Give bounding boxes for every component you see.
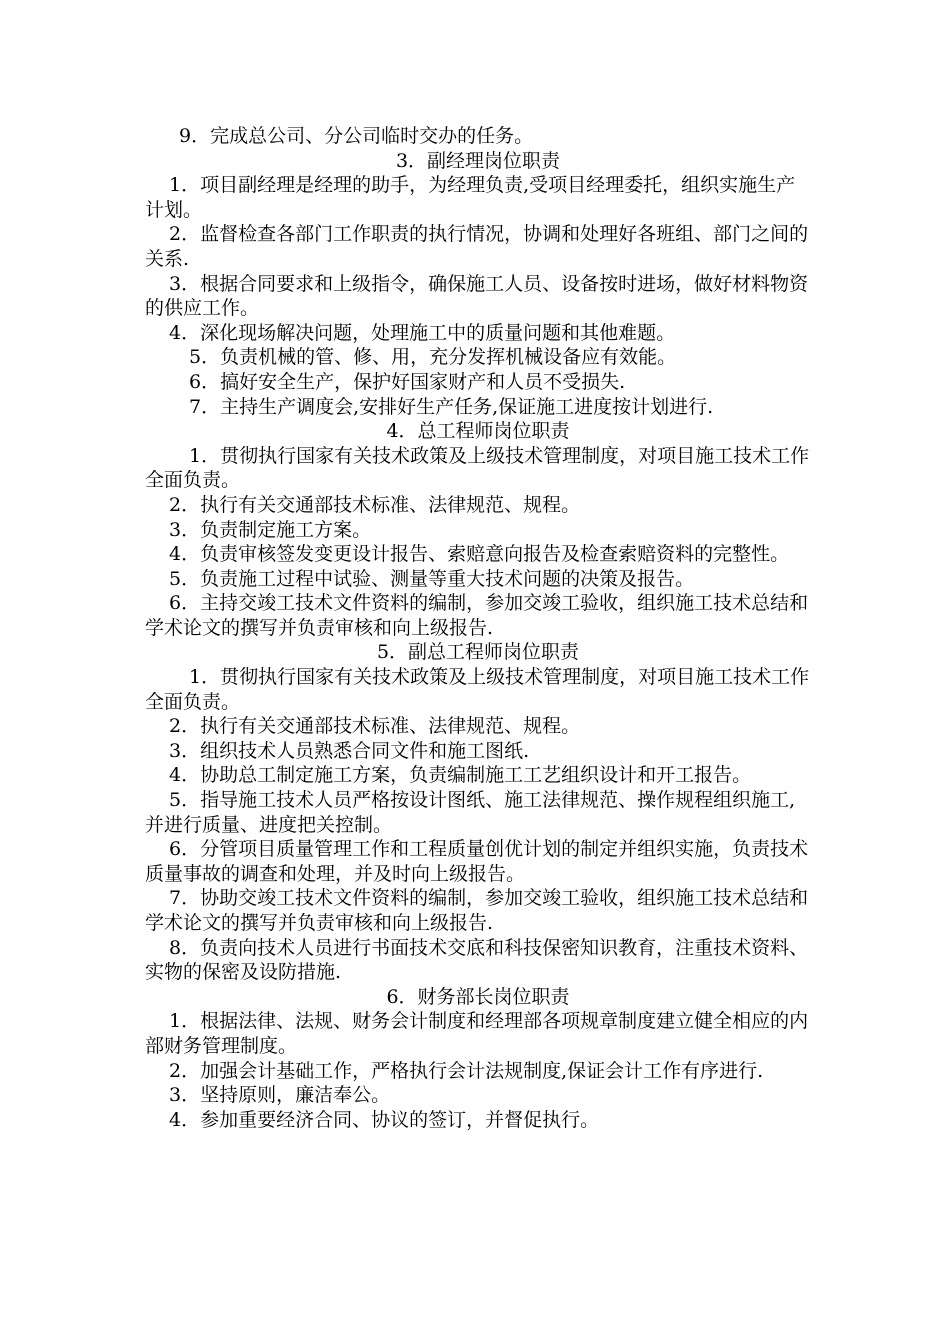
paragraph: 2．执行有关交通部技术标准、法律规范、规程。	[169, 493, 581, 516]
paragraph: 9．完成总公司、分公司临时交办的任务。	[179, 125, 534, 147]
paragraph: 3．根据合同要求和上级指令，确保施工人员、设备按时进场，做好材料物资的供应工作。	[145, 272, 809, 320]
paragraph: 5．负责施工过程中试验、测量等重大技术问题的决策及报告。	[169, 567, 695, 590]
paragraph: 4．负责审核签发变更设计报告、索赔意向报告及检查索赔资料的完整性。	[169, 543, 790, 566]
paragraph: 4．参加重要经济合同、协议的签订，并督促执行。	[169, 1108, 600, 1131]
paragraph: 1．贯彻执行国家有关技术政策及上级技术管理制度，对项目施工技术工作全面负责。	[145, 666, 810, 713]
paragraph: 8．负责向技术人员进行书面技术交底和科技保密知识教育，注重技术资料、实物的保密及设防措施.	[145, 936, 809, 984]
paragraph: 5．指导施工技术人员严格按设计图纸、施工法律规范、操作规程组织施工,并进行质量、进度把关控制。	[145, 789, 796, 836]
paragraph: 3．组织技术人员熟悉合同文件和施工图纸.	[169, 739, 530, 762]
section-heading: 4．总工程师岗位职责	[386, 420, 570, 443]
paragraph: 7．协助交竣工技术文件资料的编制，参加交竣工验收，组织施工技术总结和学术论文的撰写并负责审核和向上级报告.	[145, 887, 809, 934]
paragraph: 6．分管项目质量管理工作和工程质量创优计划的制定并组织实施，负责技术质量事故的调查和处理，并及时向上级报告。	[145, 838, 809, 885]
paragraph: 6．搞好安全生产，保护好国家财产和人员不受损失.	[189, 370, 626, 393]
paragraph: 7．主持生产调度会,安排好生产任务,保证施工进度按计划进行.	[189, 395, 714, 418]
paragraph: 6．主持交竣工技术文件资料的编制，参加交竣工验收，组织施工技术总结和学术论文的撰写并负责审核和向上级报告.	[145, 592, 809, 639]
paragraph: 2．监督检查各部门工作职责的执行情况，协调和处理好各班组、部门之间的关系.	[145, 223, 809, 270]
paragraph: 2．执行有关交通部技术标准、法律规范、规程。	[169, 715, 581, 738]
paragraph: 3．坚持原则，廉洁奉公。	[169, 1084, 391, 1107]
section-heading: 3．副经理岗位职责	[395, 149, 561, 172]
paragraph: 1．贯彻执行国家有关技术政策及上级技术管理制度，对项目施工技术工作全面负责。	[145, 444, 810, 492]
section-heading: 6．财务部长岗位职责	[386, 985, 570, 1008]
paragraph: 1．项目副经理是经理的助手，为经理负责,受项目经理委托，组织实施生产计划。	[145, 174, 796, 221]
paragraph: 4．协助总工制定施工方案，负责编制施工工艺组织设计和开工报告。	[169, 764, 752, 787]
paragraph: 2．加强会计基础工作，严格执行会计法规制度,保证会计工作有序进行.	[169, 1059, 764, 1082]
paragraph: 1．根据法律、法规、财务会计制度和经理部各项规章制度建立健全相应的内部财务管理制度。	[145, 1010, 809, 1057]
paragraph: 5．负责机械的管、修、用，充分发挥机械设备应有效能。	[189, 346, 677, 369]
paragraph: 4．深化现场解决问题，处理施工中的质量问题和其他难题。	[169, 321, 676, 344]
document-body	[145, 124, 811, 1132]
paragraph: 3．负责制定施工方案。	[169, 518, 372, 541]
section-heading: 5．副总工程师岗位职责	[376, 641, 580, 664]
